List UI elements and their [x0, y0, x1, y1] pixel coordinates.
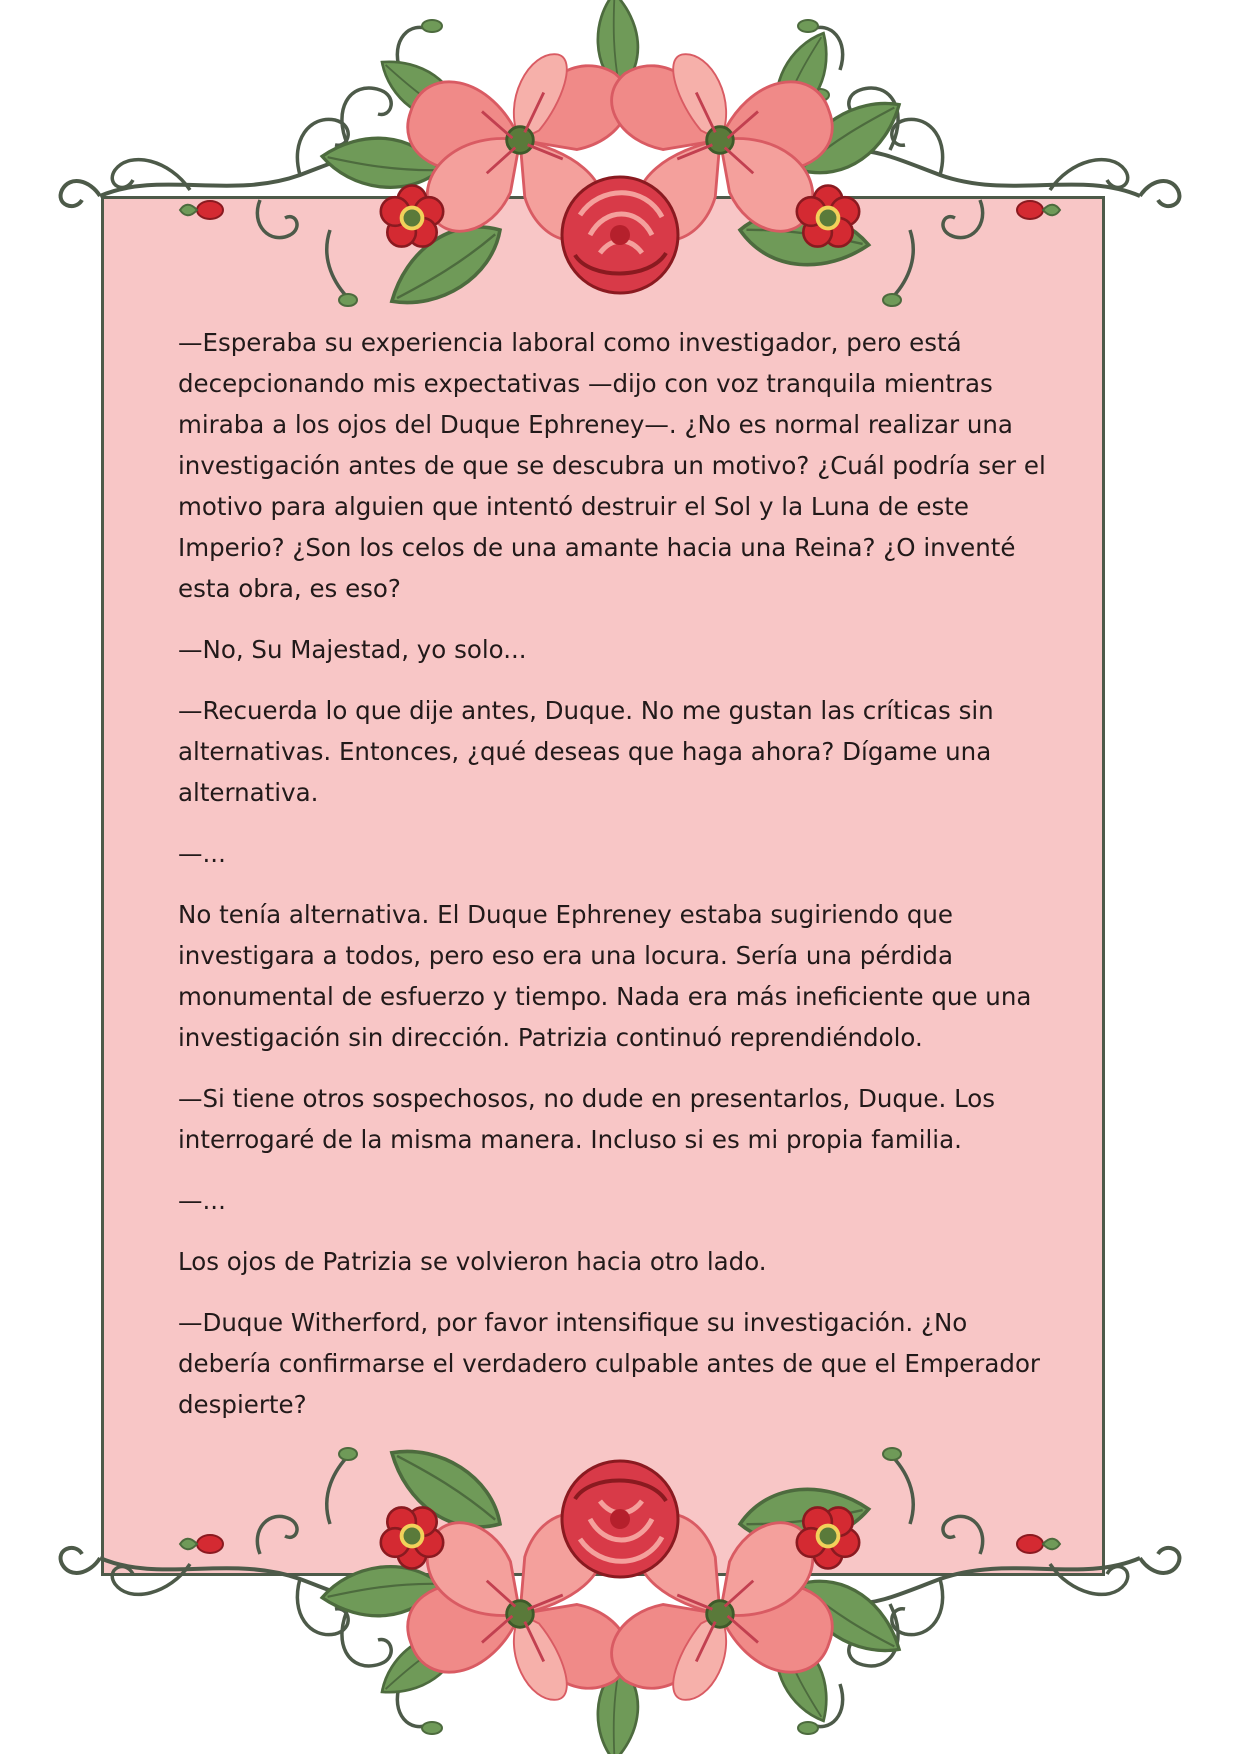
floral-ornament-top-icon	[0, 0, 1240, 330]
paragraph-8: Los ojos de Patrizia se volvieron hacia otro lado.	[178, 1247, 767, 1276]
paragraph-4: —...	[178, 839, 226, 868]
paragraph-5: No tenía alternativa. El Duque Ephreney estaba sugiriendo que investigara a todos, pero eso era una locura. Sería una pérdida monumental de esfuerzo y tiempo. Nada era más ineficiente que una investigación sin dirección. Patrizia continuó reprendiéndolo.	[178, 900, 1032, 1052]
paragraph-1: —Esperaba su experiencia laboral como investigador, pero está decepcionando mis expectativas —dijo con voz tranquila mientras miraba a los ojos del Duque Ephreney—. ¿No es normal realizar una investigación antes de que se descubra un motivo? ¿Cuál podría ser el motivo para alguien que intentó destruir el Sol y la Luna de este Imperio? ¿Son los celos de una amante hacia una Reina? ¿O inventé esta obra, es eso?	[178, 328, 1046, 603]
floral-ornament-bottom-icon	[0, 1424, 1240, 1754]
paragraph-9: —Duque Witherford, por favor intensifique su investigación. ¿No debería confirmarse el verdadero culpable antes de que el Emperador despierte?	[178, 1308, 1041, 1419]
paragraph-2: —No, Su Majestad, yo solo...	[178, 635, 527, 664]
paragraph-6: —Si tiene otros sospechosos, no dude en presentarlos, Duque. Los interrogaré de la misma manera. Incluso si es mi propia familia.	[178, 1084, 996, 1154]
story-text	[178, 322, 1058, 1445]
paragraph-3: —Recuerda lo que dije antes, Duque. No me gustan las críticas sin alternativas. Entonces, ¿qué deseas que haga ahora? Dígame una alternativa.	[178, 696, 994, 807]
paragraph-7: —...	[178, 1186, 226, 1215]
